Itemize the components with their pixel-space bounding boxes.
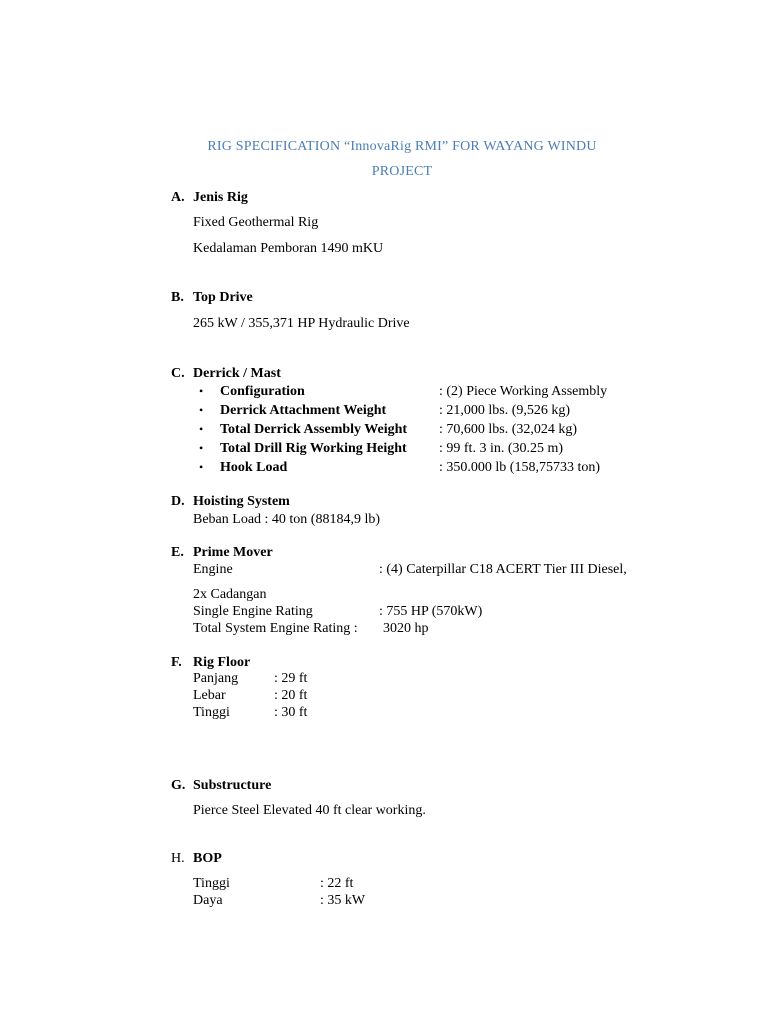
bullet-icon: • <box>199 384 204 398</box>
bop-label: Tinggi <box>193 876 230 891</box>
section-a-line: Kedalaman Pemboran 1490 mKU <box>193 241 384 256</box>
page-title: RIG SPECIFICATION “InnovaRig RMI” FOR WAYANG WINDU <box>207 139 597 154</box>
section-c-heading: Derrick / Mast <box>193 366 281 381</box>
section-h-heading: BOP <box>193 851 222 866</box>
bullet-icon: • <box>199 422 204 436</box>
total-rating-value: 3020 hp <box>383 621 429 636</box>
section-f-heading: Rig Floor <box>193 655 251 670</box>
section-b-heading: Top Drive <box>193 290 253 305</box>
section-c-letter: C. <box>171 366 185 381</box>
bullet-icon: • <box>199 441 204 455</box>
engine-label: Engine <box>193 562 233 577</box>
engine-value-continued: 2x Cadangan <box>193 587 267 602</box>
bop-value: : 35 kW <box>320 893 366 908</box>
spec-value: : 70,600 lbs. (32,024 kg) <box>439 422 578 437</box>
section-f-letter: F. <box>171 655 182 670</box>
section-e-heading: Prime Mover <box>193 545 273 560</box>
section-a-line: Fixed Geothermal Rig <box>193 215 319 230</box>
spec-label: Derrick Attachment Weight <box>220 403 387 418</box>
section-a-heading: Jenis Rig <box>193 190 248 205</box>
spec-label: Hook Load <box>220 460 288 475</box>
section-a-letter: A. <box>171 190 185 205</box>
spec-value: : 350.000 lb (158,75733 ton) <box>439 460 600 475</box>
section-d-line: Beban Load : 40 ton (88184,9 lb) <box>193 512 381 527</box>
floor-value: : 30 ft <box>274 705 308 720</box>
section-g-heading: Substructure <box>193 778 272 793</box>
engine-value: : (4) Caterpillar C18 ACERT Tier III Diesel, <box>379 562 627 577</box>
floor-label: Tinggi <box>193 705 230 720</box>
bullet-icon: • <box>199 403 204 417</box>
section-d-letter: D. <box>171 494 185 509</box>
section-g-letter: G. <box>171 778 186 793</box>
spec-value: : 21,000 lbs. (9,526 kg) <box>439 403 571 418</box>
section-e-letter: E. <box>171 545 184 560</box>
bop-label: Daya <box>193 893 223 908</box>
floor-label: Panjang <box>193 671 239 686</box>
section-b-line: 265 kW / 355,371 HP Hydraulic Drive <box>193 316 410 331</box>
spec-label: Configuration <box>220 384 305 399</box>
section-b-letter: B. <box>171 290 184 305</box>
section-d-heading: Hoisting System <box>193 494 290 509</box>
bop-value: : 22 ft <box>320 876 354 891</box>
spec-label: Total Derrick Assembly Weight <box>220 422 408 437</box>
spec-value: : 99 ft. 3 in. (30.25 m) <box>439 441 564 456</box>
section-h-letter: H. <box>171 851 185 866</box>
rating-value: : 755 HP (570kW) <box>379 604 483 619</box>
rating-label: Single Engine Rating <box>193 604 313 619</box>
bullet-icon: • <box>199 460 204 474</box>
spec-value: : (2) Piece Working Assembly <box>439 384 608 399</box>
floor-label: Lebar <box>193 688 226 703</box>
total-rating-label: Total System Engine Rating : <box>193 621 358 636</box>
spec-label: Total Drill Rig Working Height <box>220 441 407 456</box>
floor-value: : 29 ft <box>274 671 308 686</box>
page-title-continued: PROJECT <box>371 164 433 179</box>
floor-value: : 20 ft <box>274 688 308 703</box>
section-g-line: Pierce Steel Elevated 40 ft clear working. <box>193 803 426 818</box>
